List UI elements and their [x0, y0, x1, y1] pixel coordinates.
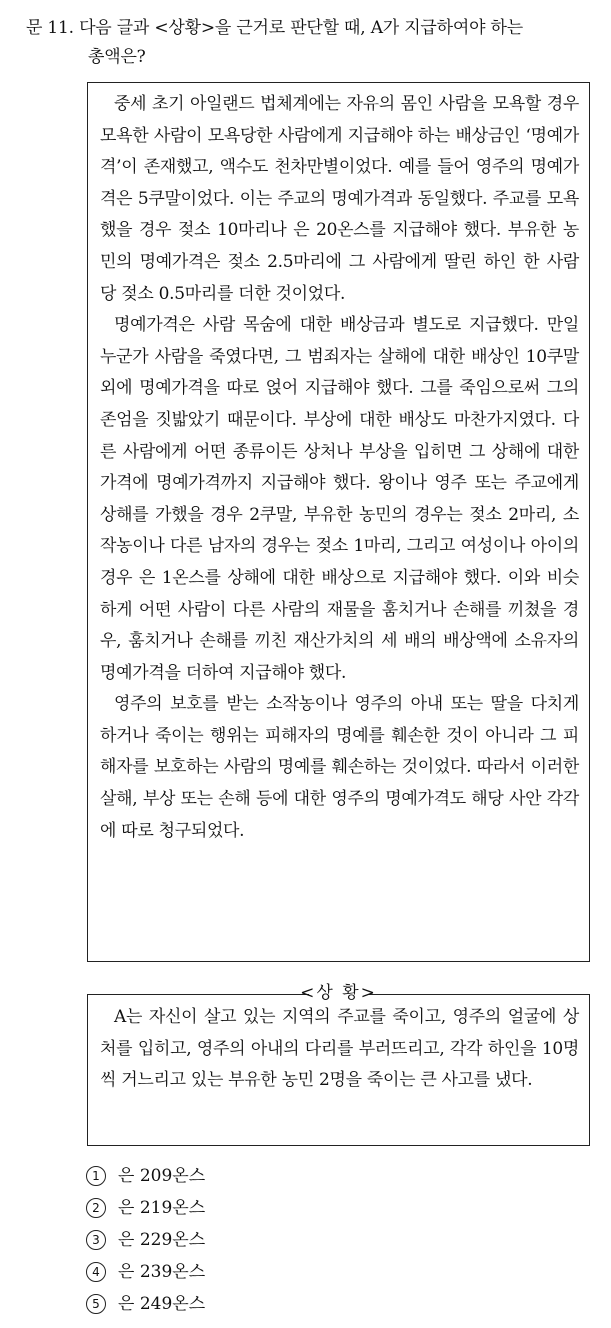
option-text: 은 239온스: [118, 1262, 206, 1282]
option-number-circle: 1: [86, 1166, 106, 1186]
answer-options: [86, 1160, 205, 1320]
answer-option-5[interactable]: [86, 1288, 205, 1320]
option-text: 은 229온스: [118, 1230, 206, 1250]
option-text: 은 219온스: [118, 1198, 206, 1218]
situation-title: <상 황>: [300, 983, 377, 1003]
passage-paragraph: 영주의 보호를 받는 소작농이나 영주의 아내 또는 딸을 다치게 하거나 죽이는 행위는 피해자의 명예를 훼손한 것이 아니라 그 피해자를 보호하는 사람의 명예를 훼손하는 것이었다. 따라서 이러한 살해, 부상 또는 손해 등에 대한 영주의 명예가격도 해당 사안 각각에 따로 청구되었다.: [100, 694, 579, 841]
answer-option-2[interactable]: [86, 1192, 205, 1224]
option-number-circle: 2: [86, 1198, 106, 1218]
passage-paragraph: 중세 초기 아일랜드 법체계에는 자유의 몸인 사람을 모욕할 경우 모욕한 사람이 모욕당한 사람에게 지급해야 하는 배상금인 ‘명예가격’이 존재했고, 액수도 천차만별이었다. 예를 들어 영주의 명예가격은 5쿠말이었다. 이는 주교의 명예가격과 동일했다. 주교를 모욕했을 경우 젖소 10마리나 은 20온스를 지급해야 했다. 부유한 농민의 명예가격은 젖소 2.5마리에 그 사람에게 딸린 하인 한 사람 당 젖소 0.5마리를 더한 것이었다.: [100, 94, 579, 304]
situation-box: [87, 983, 590, 1146]
question-line-2: 총액은?: [88, 47, 146, 67]
option-number-circle: 3: [86, 1230, 106, 1250]
answer-option-1[interactable]: [86, 1160, 205, 1192]
situation-text: A는 자신이 살고 있는 지역의 주교를 죽이고, 영주의 얼굴에 상처를 입히고, 영주의 아내의 다리를 부러뜨리고, 각각 하인을 10명씩 거느리고 있는 부유한 농민 2명을 죽이는 큰 사고를 냈다.: [100, 1007, 579, 1090]
passage-box: [87, 82, 590, 962]
question-stem: [26, 14, 606, 72]
passage-paragraph: 명예가격은 사람 목숨에 대한 배상금과 별도로 지급했다. 만일 누군가 사람을 죽였다면, 그 범죄자는 살해에 대한 배상인 10쿠말 외에 명예가격을 따로 얹어 지급해야 했다. 그를 죽임으로써 그의 존엄을 짓밟았기 때문이다. 부상에 대한 배상도 마찬가지였다. 다른 사람에게 어떤 종류이든 상처나 부상을 입히면 그 상해에 대한 가격에 명예가격까지 지급해야 했다. 왕이나 영주 또는 주교에게 상해를 가했을 경우 2쿠말, 부유한 농민의 경우는 젖소 2마리, 소작농이나 다른 남자의 경우는 젖소 1마리, 그리고 여성이나 아이의 경우 은 1온스를 상해에 대한 배상으로 지급해야 했다. 이와 비슷하게 어떤 사람이 다른 사람의 재물을 훔치거나 손해를 끼쳤을 경우, 훔치거나 손해를 끼친 재산가치의 세 배의 배상액에 소유자의 명예가격을 더하여 지급해야 했다.: [100, 315, 579, 683]
answer-option-4[interactable]: [86, 1256, 205, 1288]
option-number-circle: 5: [86, 1294, 106, 1314]
option-text: 은 249온스: [118, 1294, 206, 1314]
option-number-circle: 4: [86, 1262, 106, 1282]
answer-option-3[interactable]: [86, 1224, 205, 1256]
option-text: 은 209온스: [118, 1166, 206, 1186]
question-line-1: 문 11. 다음 글과 <상황>을 근거로 판단할 때, A가 지급하여야 하는: [26, 18, 523, 38]
